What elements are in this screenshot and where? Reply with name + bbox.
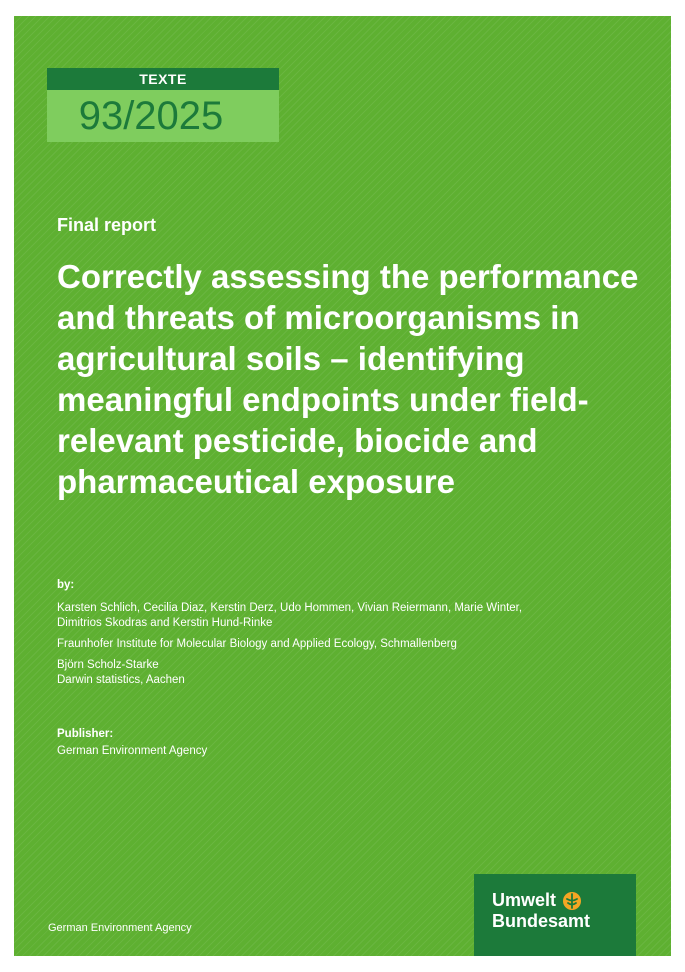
institution-1: Fraunhofer Institute for Molecular Biology and Applied Ecology, Schmallenberg xyxy=(57,638,457,650)
logo-line-2: Bundesamt xyxy=(492,911,591,931)
author-names-line-1: Karsten Schlich, Cecilia Diaz, Kerstin Derz, Udo Hommen, Vivian Reiermann, Marie Winter, xyxy=(57,602,523,614)
author-group-2 xyxy=(57,658,657,688)
report-type: Final report xyxy=(57,215,157,235)
publisher-label: Publisher: xyxy=(57,728,114,740)
author-2: Björn Scholz-Starke xyxy=(57,659,159,671)
series-box xyxy=(47,68,279,142)
publisher-name: German Environment Agency xyxy=(57,745,208,757)
institution-2: Darwin statistics, Aachen xyxy=(57,674,185,686)
uba-leaf-icon xyxy=(562,891,582,911)
report-title: Correctly assessing the performance and threats of microorganisms in agricultural soils – identifying meaningful endpoints under field-relevant pesticide, biocide and pharmaceutical exposure xyxy=(57,258,639,500)
author-list xyxy=(57,601,657,631)
series-number: 93/2025 xyxy=(47,90,279,142)
authors-block xyxy=(57,578,657,694)
cover-page xyxy=(14,16,671,956)
publisher-block xyxy=(57,726,207,760)
series-label: TEXTE xyxy=(47,68,279,90)
footer-agency: German Environment Agency xyxy=(48,922,192,934)
author-names-line-2: Dimitrios Skodras and Kerstin Hund-Rinke xyxy=(57,617,273,629)
by-label: by: xyxy=(57,579,75,591)
uba-logo xyxy=(474,874,636,956)
logo-line-1: Umwelt xyxy=(492,890,557,910)
